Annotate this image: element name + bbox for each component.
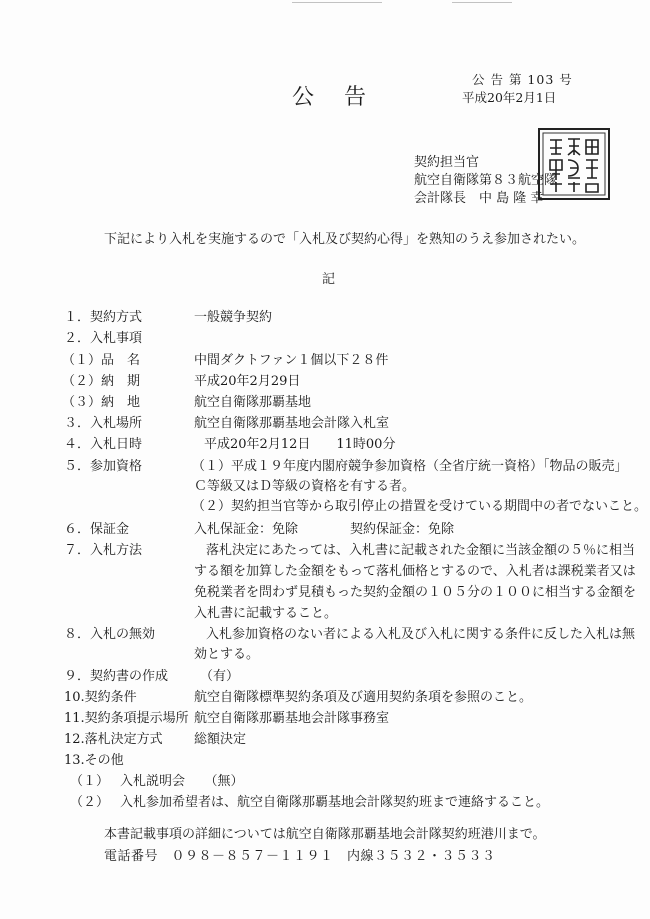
item-2-1-label: （１）品 名 bbox=[62, 353, 141, 368]
item-11-label: 11.契約条項提示場所 bbox=[64, 711, 189, 726]
notice-date: 平成20年2月1日 bbox=[462, 90, 557, 105]
item-13-label: 13.その他 bbox=[64, 753, 124, 768]
item-2-3-label: （３）納 地 bbox=[62, 395, 141, 410]
item-7-line-2: する額を加算した金額をもって落札価格とするので、入札者は課税業者又は bbox=[194, 564, 636, 579]
item-7-label: ７．入札方法 bbox=[64, 543, 143, 558]
item-4-value: 平成20年2月12日 11時00分 bbox=[204, 437, 396, 452]
item-5-line-1: （１）平成１９年度内閣府競争参加資格（全省庁統一資格）「物品の販売」 bbox=[192, 459, 628, 474]
item-5-label: ５．参加資格 bbox=[64, 459, 143, 474]
item-7-line-3: 免税業者を問わず見積もった契約金額の１０５分の１００に相当する金額を bbox=[194, 585, 637, 600]
item-13-2-number: （２） bbox=[70, 795, 110, 810]
item-4-label: ４．入札日時 bbox=[64, 437, 143, 452]
footer-phone: 電話番号 ０９８－８５７－１１９１ 内線３５３２・３５３３ bbox=[104, 849, 496, 864]
issuer-name: 会計隊長 中 島 隆 幸 bbox=[414, 191, 544, 206]
issuer-title: 契約担当官 bbox=[414, 155, 480, 170]
item-7-line-4: 入札書に記載すること。 bbox=[194, 606, 338, 621]
item-12-label: 12.落札決定方式 bbox=[64, 732, 163, 747]
item-8-label: ８．入札の無効 bbox=[64, 627, 156, 642]
official-seal-icon bbox=[538, 128, 610, 200]
item-5-line-2: Ｃ等級又はＤ等級の資格を有する者。 bbox=[194, 479, 416, 494]
item-3-value: 航空自衛隊那覇基地会計隊入札室 bbox=[194, 416, 390, 431]
issuer-unit: 航空自衛隊第８３航空隊 bbox=[414, 173, 558, 188]
scan-artifact bbox=[292, 2, 382, 13]
scan-artifact bbox=[452, 2, 512, 13]
item-13-2-text: 入札参加希望者は、航空自衛隊那覇基地会計隊契約班まで連絡すること。 bbox=[120, 795, 550, 810]
footer-contact-text: 本書記載事項の詳細については航空自衛隊那覇基地会計隊契約班港川まで。 bbox=[104, 827, 546, 842]
notice-number: 公 告 第 103 号 bbox=[472, 72, 573, 87]
item-12-value: 総額決定 bbox=[194, 732, 247, 747]
item-9-label: ９．契約書の作成 bbox=[64, 669, 169, 684]
item-8-line-1: 入札参加資格のない者による入札及び入札に関する条件に反した入札は無 bbox=[206, 627, 636, 642]
item-2-2-label: （２）納 期 bbox=[62, 374, 141, 389]
section-heading: 記 bbox=[322, 272, 336, 287]
intro-text: 下記により入札を実施するので「入札及び契約心得」を熟知のうえ参加されたい。 bbox=[104, 232, 586, 247]
item-7-line-1: 落札決定にあたっては、入札書に記載された金額に当該金額の５％に相当 bbox=[206, 543, 636, 558]
document-title: 公告 bbox=[292, 85, 397, 110]
item-2-1-value: 中間ダクトファン１個以下２８件 bbox=[194, 353, 389, 368]
item-8-line-2: 効とする。 bbox=[194, 647, 260, 662]
item-5-line-3: （２）契約担当官等から取引停止の措置を受けている期間中の者でないこと。 bbox=[192, 499, 648, 514]
item-2-label: ２．入札事項 bbox=[64, 331, 143, 346]
item-2-3-value: 航空自衛隊那覇基地 bbox=[194, 395, 312, 410]
item-6-label: ６．保証金 bbox=[64, 522, 130, 537]
item-1-value: 一般競争契約 bbox=[194, 310, 273, 325]
item-3-label: ３．入札場所 bbox=[64, 416, 143, 431]
item-9-value: （有） bbox=[200, 669, 240, 684]
item-13-1-text: 入札説明会 （無） bbox=[120, 774, 244, 789]
item-2-2-value: 平成20年2月29日 bbox=[194, 374, 301, 389]
item-13-1-number: （１） bbox=[70, 774, 110, 789]
item-11-value: 航空自衛隊那覇基地会計隊事務室 bbox=[194, 711, 390, 726]
item-1-label: １．契約方式 bbox=[64, 310, 143, 325]
item-10-value: 航空自衛隊標準契約条項及び適用契約条項を参照のこと。 bbox=[194, 690, 533, 705]
item-6-value: 入札保証金：免除 契約保証金：免除 bbox=[194, 522, 455, 537]
item-10-label: 10.契約条件 bbox=[64, 690, 137, 705]
